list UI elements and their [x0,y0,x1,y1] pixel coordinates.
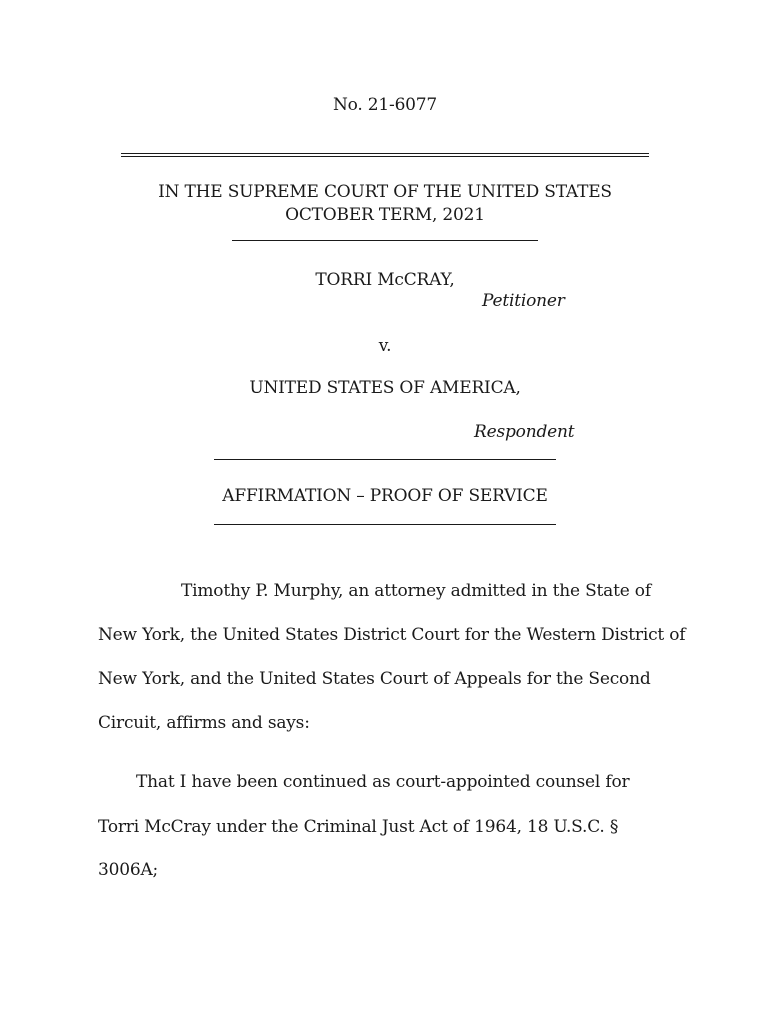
caption-rule-middle [214,459,556,460]
paragraph2-line3: 3006A; [98,860,159,880]
court-name: IN THE SUPREME COURT OF THE UNITED STATES [158,182,612,202]
versus: v. [378,336,392,356]
petitioner-name: TORRI McCRAY, [315,270,455,290]
paragraph1-line2: New York, the United States District Court for the Western District of [98,625,686,645]
respondent-name: UNITED STATES OF AMERICA, [249,378,521,398]
document-title: AFFIRMATION – PROOF OF SERVICE [222,486,548,506]
paragraph1-line1: Timothy P. Murphy, an attorney admitted in the State of [181,581,651,601]
caption-double-rule [121,153,649,157]
paragraph1-line4: Circuit, affirms and says: [98,713,310,733]
respondent-role: Respondent [474,422,575,442]
caption-rule-top [232,240,538,241]
caption-rule-bottom [214,524,556,525]
paragraph2-line2: Torri McCray under the Criminal Just Act of 1964, 18 U.S.C. § [98,817,619,837]
paragraph2-line1: That I have been continued as court-appointed counsel for [136,772,630,792]
docket-number: No. 21-6077 [332,95,438,115]
petitioner-role: Petitioner [482,291,565,311]
paragraph1-line3: New York, and the United States Court of Appeals for the Second [98,669,651,689]
court-term: OCTOBER TERM, 2021 [285,205,485,225]
